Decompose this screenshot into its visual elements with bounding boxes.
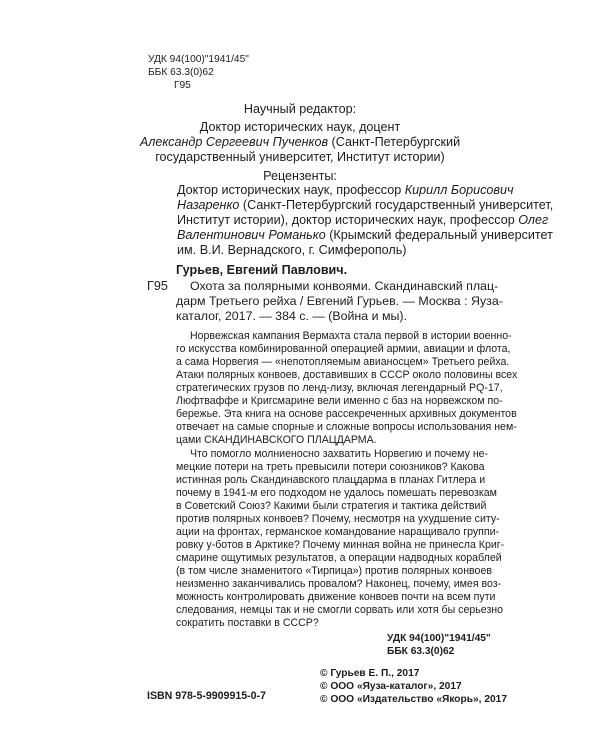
abstract-line: в Советский Союз? Какими были стратегия и тактика действий	[176, 500, 487, 512]
abstract-line: против полярных конвоев? Почему, несмотря на ухудшение ситу-	[176, 513, 500, 525]
editor-line-1: Доктор исторических наук, доцент	[199, 120, 401, 134]
abstract-line: истинная роль Скандинавского плацдарма в планах Гитлера и	[176, 474, 486, 486]
editor-name: Александр Сергеевич Пученков	[139, 135, 329, 149]
abstract-line: (в том числе знаменитого «Тирпица») против полярных конвоев	[176, 565, 492, 577]
reviewers-line-3: Институт истории), доктор исторических наук, профессор Олег	[177, 213, 549, 227]
editor-line-2	[0, 136, 600, 149]
isbn: ISBN 978-5-9909915-0-7	[147, 690, 266, 702]
abstract-line: стратегических грузов по ленд-лизу, включая легендарный PQ-17,	[176, 382, 503, 394]
abstract-line: смарине ощутимых результатов, а операции надводных кораблей	[176, 552, 502, 564]
editor-line-3: государственный университет, Институт истории)	[155, 150, 445, 164]
abstract-line: следования, немцы так и не смогли сорвать или хотя бы серьезно	[176, 604, 504, 616]
footer-bbk-code: ББК 63.3(0)62	[387, 646, 455, 657]
bib-line: каталог, 2017. — 384 с. — (Война и мы).	[176, 309, 407, 323]
abstract-line: ровку у-ботов в Арктике? Почему минная война не принесла Криг-	[176, 539, 505, 551]
abstract-line: го искусства комбинированной операцией армии, авиации и флота,	[176, 343, 511, 355]
reviewer-2-name-part: Олег	[518, 213, 549, 227]
bib-line: дарм Третьего рейха / Евгений Гурьев. — Москва : Яуза-	[176, 294, 503, 308]
reviewer-2-name: Валентинович Романько	[177, 228, 326, 242]
abstract-line: сократить поставки в СССР?	[176, 617, 319, 629]
abstract-line: а сама Норвегия — «непотопляемым авианосцем» Третьего рейха.	[176, 356, 510, 368]
abstract-line: отвечает на самые спорные и сложные вопросы использования нем-	[176, 421, 517, 433]
abstract-line: неизменно заканчивались провалом? Наконец, почему, имея воз-	[176, 578, 502, 590]
udk-code: УДК 94(100)"1941/45"	[148, 54, 249, 65]
abstract-line: цами СКАНДИНАВСКОГО ПЛАЦДАРМА.	[176, 434, 377, 446]
editor-affiliation: (Санкт-Петербургский	[328, 135, 461, 149]
bib-author: Гурьев, Евгений Павлович.	[176, 263, 348, 277]
bbk-code: ББК 63.3(0)62	[148, 67, 214, 78]
bib-line: Охота за полярными конвоями. Скандинавский плац-	[190, 279, 499, 293]
reviewers-line-1: Доктор исторических наук, профессор Кирилл Борисович	[177, 183, 514, 197]
abstract-line: бережье. Эта книга на основе рассекреченных архивных документов	[176, 408, 517, 420]
abstract-line: Что помогло молниеносно захватить Норвегию и почему не-	[190, 448, 489, 460]
reviewers-line-2: Назаренко (Санкт-Петербургский государственный университет,	[177, 198, 554, 212]
abstract-line: ации на фронтах, германское командование наращивало группи-	[176, 526, 500, 538]
copyright-line: © Гурьев Е. П., 2017	[320, 668, 420, 679]
reviewers-heading: Рецензенты:	[263, 169, 337, 183]
reviewers-line-4: Валентинович Романько (Крымский федеральный университет	[177, 228, 553, 242]
abstract-line: можность контролировать движение конвоев почти на всем пути	[176, 591, 496, 603]
author-mark: Г95	[174, 80, 191, 91]
reviewer-1-surname: Назаренко	[177, 198, 240, 212]
reviewer-1-name-part: Кирилл Борисович	[404, 183, 514, 197]
abstract-line: Норвежская кампания Вермахта стала первой в истории военно-	[190, 330, 512, 342]
reviewers-line-5: им. В.И. Вернадского, г. Симферополь)	[177, 243, 407, 257]
copyright-line: © ООО «Издательство «Якорь», 2017	[320, 694, 508, 705]
copyright-line: © ООО «Яуза-каталог», 2017	[320, 681, 462, 692]
abstract-line: почему в 1941-м его подходом не удалось помешать перевозкам	[176, 487, 497, 499]
abstract-line: Люфтваффе и Кригсмарине вели именно с баз на норвежском по-	[176, 395, 503, 407]
editor-heading: Научный редактор:	[243, 102, 357, 116]
abstract-line: мецкие потери на треть превысили потери союзников? Какова	[176, 461, 485, 473]
abstract-line: Атаки полярных конвоев, доставивших в СССР около половины всех	[176, 369, 518, 381]
bib-author-mark: Г95	[147, 279, 168, 293]
footer-udk-code: УДК 94(100)"1941/45"	[387, 633, 491, 644]
